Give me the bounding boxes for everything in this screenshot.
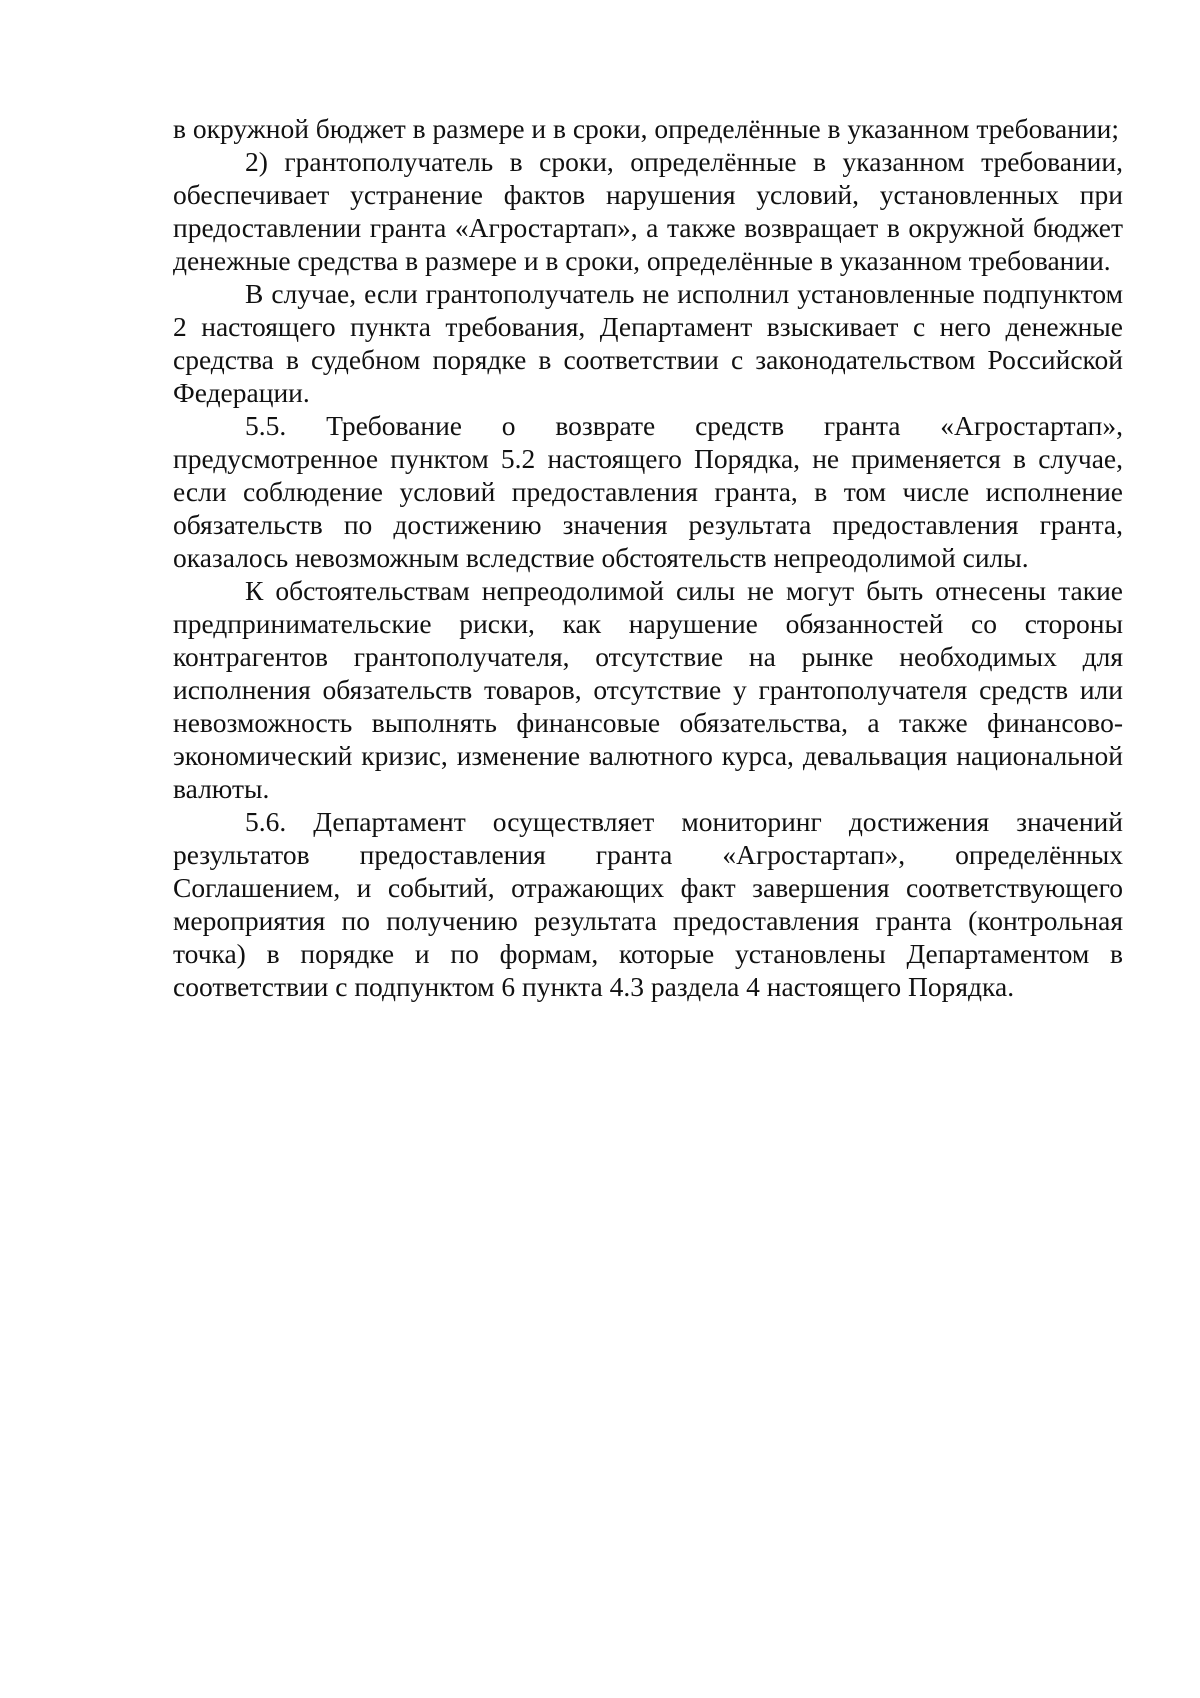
paragraph-clause-5-5: 5.5. Требование о возврате средств гранта «Агростартап», предусмотренное пунктом 5.2 настоящего Порядка, не применяется в случае, если соблюдение условий предоставления гранта, в том числе исполнение обязательств по достижению значения результата предоставления гранта, оказалось невозможным вследствие обстоятельств непреодолимой силы. xyxy=(173,410,1123,573)
paragraph-recovery: В случае, если грантополучатель не исполнил установленные подпунктом 2 настоящего пункта требования, Департамент взыскивает с него денежные средства в судебном порядке в соответствии с законодательством Российской Федерации. xyxy=(173,278,1123,408)
paragraph-continuation: в окружной бюджет в размере и в сроки, определённые в указанном требовании; xyxy=(173,113,1119,144)
paragraph-subitem-2: 2) грантополучатель в сроки, определённые в указанном требовании, обеспечивает устранение фактов нарушения условий, установленных при предоставлении гранта «Агростартап», а также возвращает в окружной бюджет денежные средства в размере и в сроки, определённые в указанном требовании. xyxy=(173,146,1123,276)
document-page xyxy=(173,112,1123,1003)
paragraph-force-majeure: К обстоятельствам непреодолимой силы не могут быть отнесены такие предпринимательские риски, как нарушение обязанностей со стороны контрагентов грантополучателя, отсутствие на рынке необходимых для исполнения обязательств товаров, отсутствие у грантополучателя средств или невозможность выполнять финансовые обязательства, а также финансово-экономический кризис, изменение валютного курса, девальвация национальной валюты. xyxy=(173,575,1123,804)
paragraph-clause-5-6: 5.6. Департамент осуществляет мониторинг достижения значений результатов предоставления гранта «Агростартап», определённых Соглашением, и событий, отражающих факт завершения соответствующего мероприятия по получению результата предоставления гранта (контрольная точка) в порядке и по формам, которые установлены Департаментом в соответствии с подпунктом 6 пункта 4.3 раздела 4 настоящего Порядка. xyxy=(173,806,1123,1002)
